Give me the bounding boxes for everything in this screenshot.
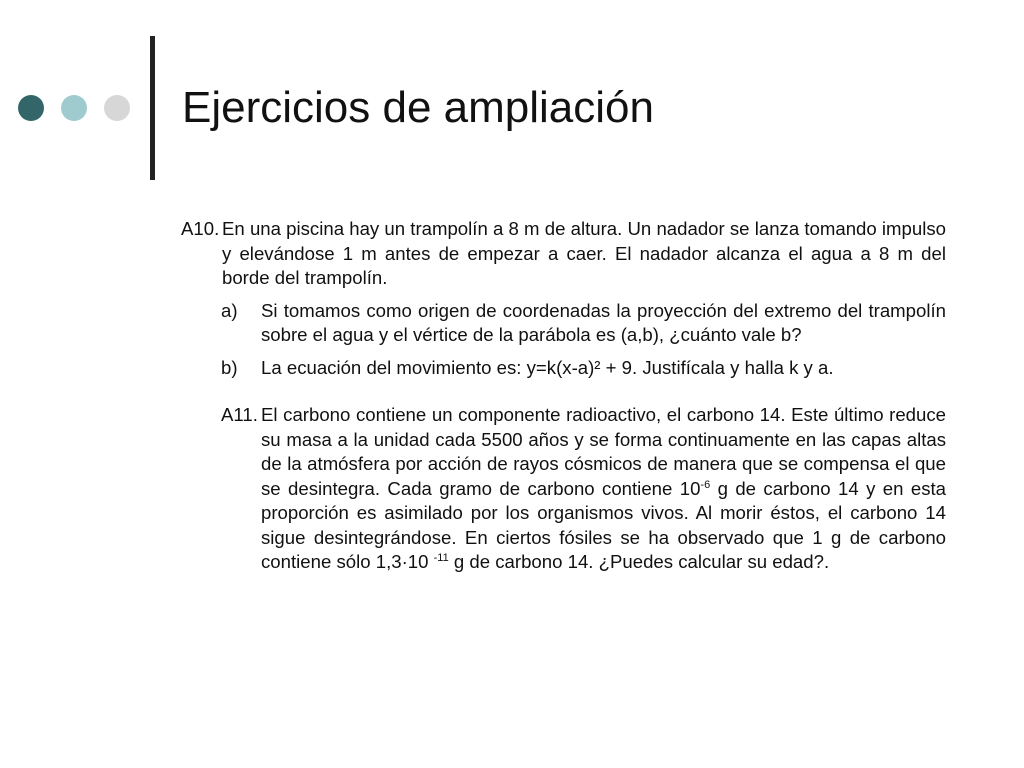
subitem-b-text: La ecuación del movimiento es: y=k(x-a)² + 9. Justifícala y halla k y a. [261,356,834,378]
exercise-a10 [181,217,946,291]
title-divider-line [150,36,155,180]
exercise-a11-text [261,403,946,575]
exercise-a11-text-part3: g de carbono 14. ¿Puedes calcular su edad?. [448,551,830,572]
slide-title: Ejercicios de ampliación [182,83,654,132]
exponent-minus-11: -11 [433,552,449,564]
subitem-a-label: a) [221,299,238,321]
decorative-dot-dark [18,95,44,121]
decorative-dot-light [61,95,87,121]
exercise-a10-subitem-a [221,299,946,348]
slide-content [181,217,946,575]
subitem-a-text: Si tomamos como origen de coordenadas la proyección del extremo del trampolín sobre el agua y el vértice de la parábola es (a,b), ¿cuánto vale b? [261,299,946,345]
exercise-a11-label: A11. [221,404,258,425]
decorative-dot-gray [104,95,130,121]
exercise-a10-subitem-b [221,356,946,381]
exponent-minus-6: -6 [700,478,711,491]
exercise-a11-text-part1: El carbono contiene un componente radioactivo, el carbono 14. Este último reduce su masa a la unidad cada 5500 años y se forma continuamente en las capas altas de la atmósfera por acción de rayos cósmicos de manera que se compensa el que se desintegra. Cada gramo de carbono contiene 10 [261,404,946,499]
exercise-a11-text-part2: g de carbono 14 y en esta proporción es asimilado por los organismos vivos. Al morir éstos, el carbono 14 sigue desintegrándose. En ciertos fósiles se ha observado que 1 g de carbono contiene sólo 1,3·10 [261,477,946,572]
subitem-b-label: b) [221,356,238,378]
exercise-a11 [221,403,946,575]
exercise-a10-label: A10. [181,218,220,239]
exercise-a10-text: En una piscina hay un trampolín a 8 m de altura. Un nadador se lanza tomando impulso y elevándose 1 m antes de empezar a caer. El nadador alcanza el agua a 8 m del borde del trampolín. [222,218,946,288]
